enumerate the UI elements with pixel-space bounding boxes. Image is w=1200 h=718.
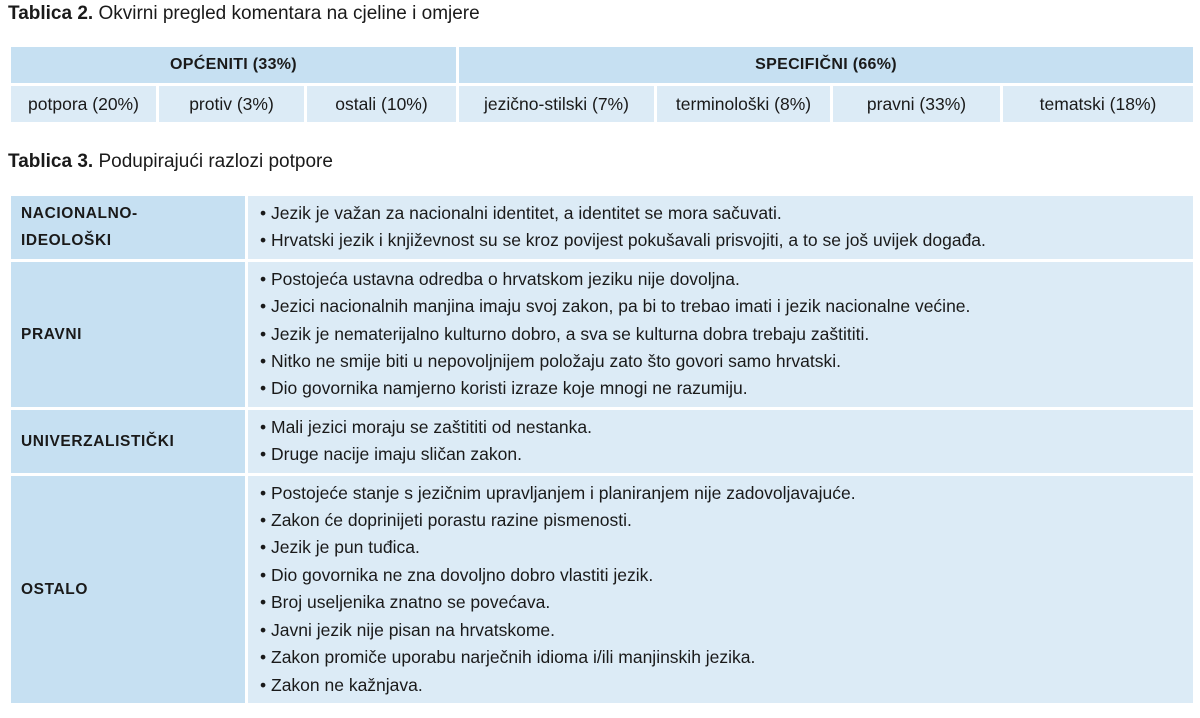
reasons-cell bbox=[247, 195, 1195, 261]
list-item: • Hrvatski jezik i književnost su se kroz povijest pokušavali prisvojiti, a to se još uvijek događa. bbox=[260, 227, 1193, 254]
category-cell bbox=[10, 474, 247, 704]
table2-cell: pravni (33%) bbox=[832, 85, 1002, 124]
table2-cell: jezično-stilski (7%) bbox=[458, 85, 656, 124]
table3-support-reasons bbox=[8, 193, 1196, 706]
category-cell bbox=[10, 408, 247, 474]
list-item: • Postojeće stanje s jezičnim upravljanjem i planiranjem nije zadovoljavajuće. bbox=[260, 480, 1193, 507]
reasons-cell bbox=[247, 474, 1195, 704]
table2-cell: tematski (18%) bbox=[1002, 85, 1195, 124]
list-item: • Zakon promiče uporabu narječnih idioma i/ili manjinskih jezika. bbox=[260, 644, 1193, 671]
list-item: • Druge nacije imaju sličan zakon. bbox=[260, 441, 1193, 468]
reasons-list bbox=[260, 480, 1193, 699]
table-row bbox=[10, 408, 1195, 474]
list-item: • Dio govornika namjerno koristi izraze koje mnogi ne razumiju. bbox=[260, 375, 1193, 402]
category-label: PRAVNI bbox=[21, 325, 83, 343]
reasons-cell bbox=[247, 260, 1195, 408]
list-item: • Broj useljenika znatno se povećava. bbox=[260, 589, 1193, 616]
table2-cell: potpora (20%) bbox=[10, 85, 158, 124]
table2-caption-label: Tablica 2. bbox=[8, 3, 94, 24]
list-item: • Jezik je važan za nacionalni identitet, a identitet se mora sačuvati. bbox=[260, 200, 1193, 227]
reasons-cell bbox=[247, 408, 1195, 474]
table2-cell: protiv (3%) bbox=[158, 85, 306, 124]
table2-cell: ostali (10%) bbox=[306, 85, 458, 124]
category-label: NACIONALNO- bbox=[21, 205, 138, 223]
reasons-list bbox=[260, 200, 1193, 255]
list-item: • Zakon će doprinijeti porastu razine pismenosti. bbox=[260, 507, 1193, 534]
list-item: • Zakon ne kažnjava. bbox=[260, 672, 1193, 699]
table3-caption-text: Podupirajući razlozi potpore bbox=[98, 151, 333, 172]
table2-cell: terminološki (8%) bbox=[656, 85, 832, 124]
category-label: IDEOLOŠKI bbox=[21, 232, 112, 250]
category-label: UNIVERZALISTIČKI bbox=[21, 432, 175, 450]
table-row bbox=[10, 195, 1195, 261]
table2-caption bbox=[8, 2, 480, 26]
table3-caption-label: Tablica 3. bbox=[8, 151, 94, 172]
list-item: • Jezik je nematerijalno kulturno dobro, a sva se kulturna dobra trebaju zaštititi. bbox=[260, 321, 1193, 348]
list-item: • Jezik je pun tuđica. bbox=[260, 534, 1193, 561]
list-item: • Jezici nacionalnih manjina imaju svoj zakon, pa bi to trebao imati i jezik nacionalne većine. bbox=[260, 293, 1193, 320]
reasons-list bbox=[260, 414, 1193, 469]
list-item: • Mali jezici moraju se zaštititi od nestanka. bbox=[260, 414, 1193, 441]
table2-caption-text: Okvirni pregled komentara na cjeline i omjere bbox=[98, 3, 480, 24]
category-cell bbox=[10, 195, 247, 261]
list-item: • Dio govornika ne zna dovoljno dobro vlastiti jezik. bbox=[260, 562, 1193, 589]
list-item: • Nitko ne smije biti u nepovoljnijem položaju zato što govori samo hrvatski. bbox=[260, 348, 1193, 375]
list-item: • Javni jezik nije pisan na hrvatskome. bbox=[260, 617, 1193, 644]
table2-group-general: OPĆENITI (33%) bbox=[10, 46, 458, 85]
table-row bbox=[10, 260, 1195, 408]
category-cell bbox=[10, 260, 247, 408]
table2-group-specific: SPECIFIČNI (66%) bbox=[458, 46, 1195, 85]
table2-comment-overview bbox=[8, 44, 1196, 125]
category-label: OSTALO bbox=[21, 580, 89, 598]
table3-caption bbox=[8, 150, 333, 174]
table-row bbox=[10, 474, 1195, 704]
reasons-list bbox=[260, 266, 1193, 403]
list-item: • Postojeća ustavna odredba o hrvatskom jeziku nije dovoljna. bbox=[260, 266, 1193, 293]
